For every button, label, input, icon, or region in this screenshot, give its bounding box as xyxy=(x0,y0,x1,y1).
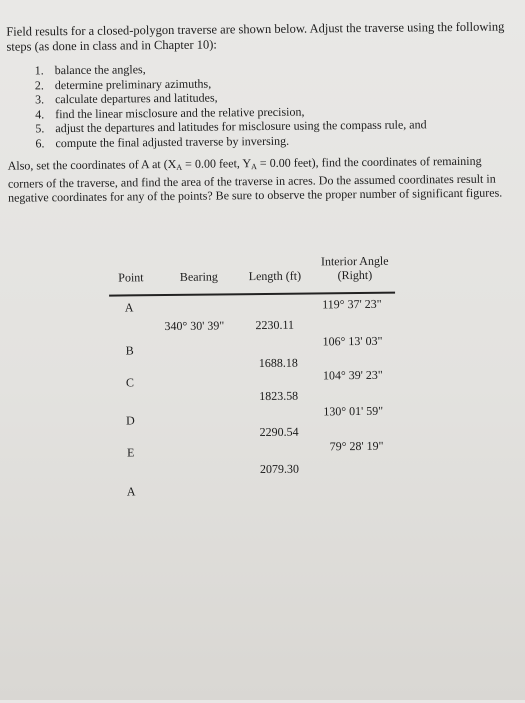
subscript-a: A xyxy=(176,162,183,172)
interior-angle: 79° 28' 19" xyxy=(329,438,384,454)
interior-angle: 104° 39' 23" xyxy=(322,367,383,383)
header-angle-right: (Right) xyxy=(337,267,373,283)
steps-list xyxy=(35,59,476,151)
header-length: Length (ft) xyxy=(248,268,302,284)
step-number: 2. xyxy=(34,77,44,92)
step-text: find the linear misclosure and the relative precision, xyxy=(55,104,305,121)
length-value: 1823.58 xyxy=(259,388,299,404)
instructions-text: = 0.00 feet), find the coordinates of remaining corners of the traverse, and find the area of the traverse in acres. Do the assumed coordinates result in negative coordinates for any of the points? Be sure to observe the proper number of significant figures. xyxy=(7,153,503,206)
subscript-a: A xyxy=(251,162,257,172)
point-label: A xyxy=(124,300,134,315)
point-label: E xyxy=(126,445,135,460)
step-text: balance the angles, xyxy=(54,62,146,78)
header-rule xyxy=(109,292,395,297)
length-value: 2079.30 xyxy=(259,461,299,477)
step-text: calculate departures and latitudes, xyxy=(54,90,218,107)
bearing-value: 340° 30' 39" xyxy=(164,318,225,334)
length-value: 1688.18 xyxy=(258,355,298,371)
step-text: determine preliminary azimuths, xyxy=(54,76,212,92)
step-text: compute the final adjusted traverse by inversing. xyxy=(55,133,290,151)
interior-angle: 130° 01' 59" xyxy=(323,403,384,419)
header-bearing: Bearing xyxy=(179,269,218,284)
step-number: 4. xyxy=(35,107,45,122)
interior-angle: 119° 37' 23" xyxy=(322,296,382,312)
point-label: B xyxy=(125,343,134,358)
point-label: C xyxy=(125,375,135,390)
header-angle: Interior Angle xyxy=(320,253,389,269)
header-point: Point xyxy=(118,270,144,285)
step-number: 3. xyxy=(34,92,45,107)
length-value: 2230.11 xyxy=(255,317,295,333)
instructions-text: Also, set the coordinates of A at (X xyxy=(7,156,177,173)
interior-angle: 106° 13' 03" xyxy=(322,333,383,349)
instructions-paragraph xyxy=(8,153,516,205)
step-number: 1. xyxy=(34,63,44,78)
point-label: D xyxy=(125,413,135,428)
step-number: 6. xyxy=(35,136,45,151)
step-number: 5. xyxy=(35,121,45,136)
instructions-text: = 0.00 feet, Y xyxy=(182,156,252,171)
intro-paragraph: Field results for a closed-polygon traverse are shown below. Adjust the traverse using the following steps (as done in class and in Chapter 10): xyxy=(6,19,505,54)
step-text: adjust the departures and latitudes for misclosure using the compass rule, and xyxy=(55,117,427,136)
length-value: 2290.54 xyxy=(259,424,299,440)
point-label: A xyxy=(126,484,136,499)
